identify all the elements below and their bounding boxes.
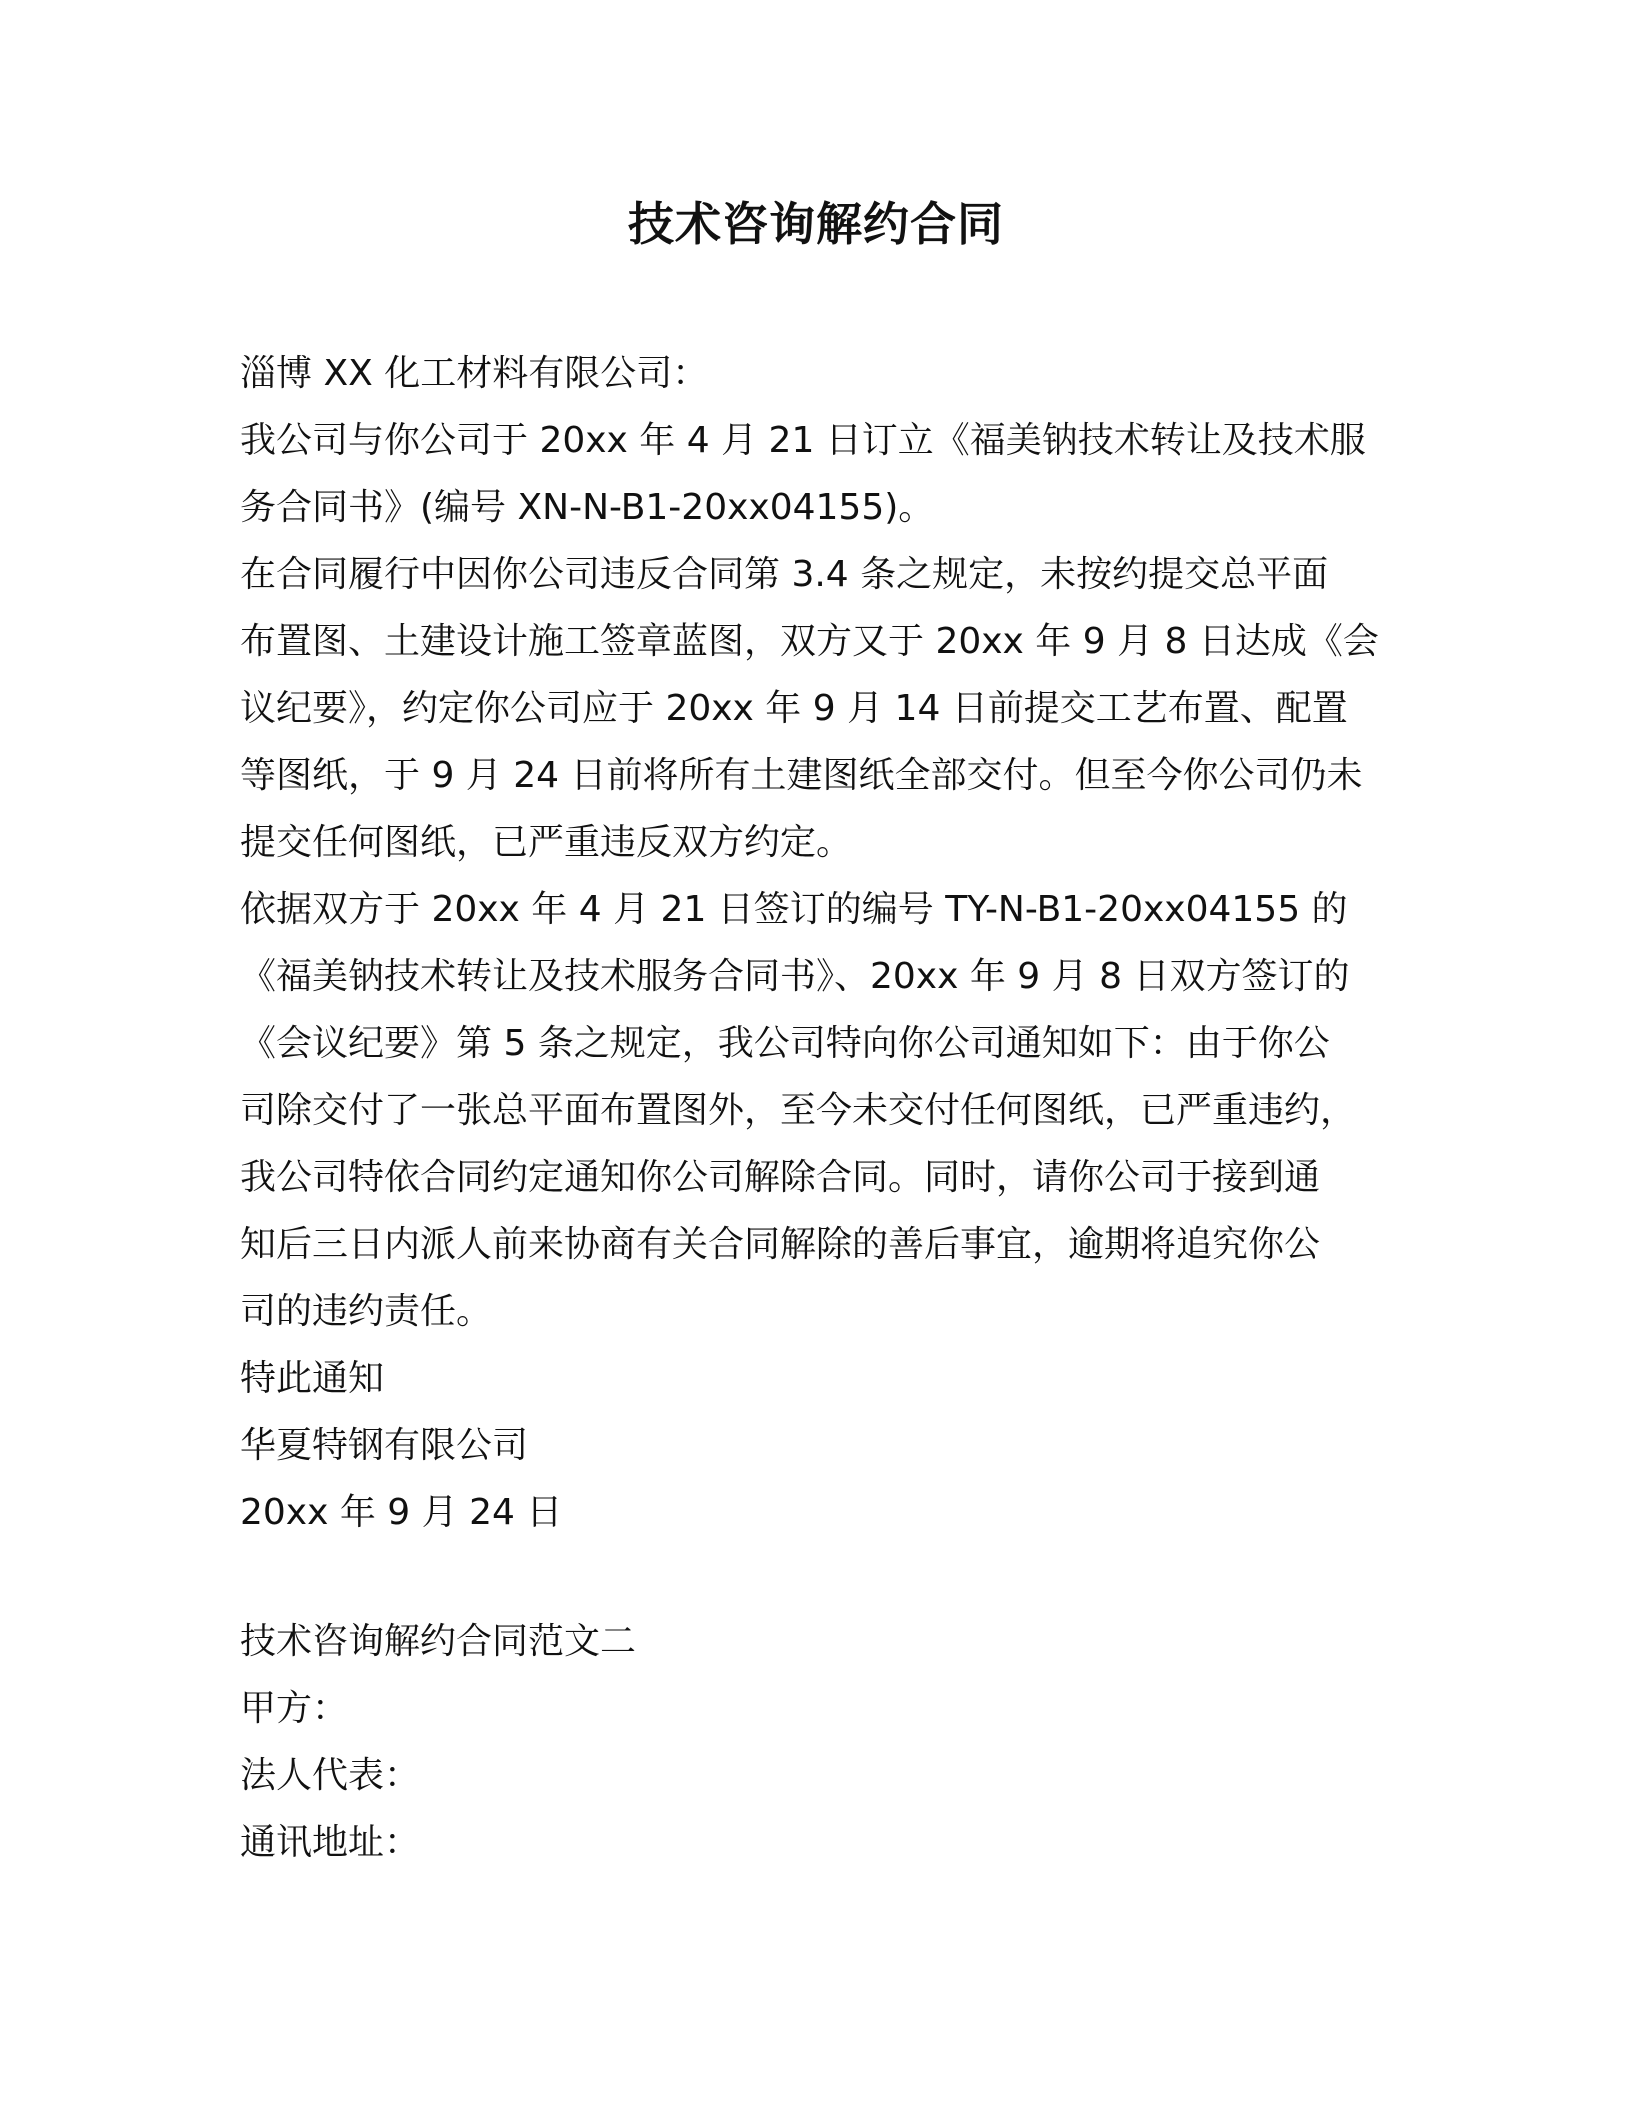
paragraph-line: 《会议纪要》第 5 条之规定，我公司特向你公司通知如下：由于你公 (240, 1023, 1330, 1064)
paragraph-line: 等图纸，于 9 月 24 日前将所有土建图纸全部交付。但至今你公司仍未 (240, 755, 1363, 796)
paragraph-line: 司的违约责任。 (240, 1291, 493, 1332)
party-a-field: 甲方： (240, 1688, 349, 1729)
signatory-company: 华夏特钢有限公司 (240, 1425, 529, 1466)
addressee-line: 淄博 XX 化工材料有限公司： (240, 353, 709, 394)
signature-date: 20xx 年 9 月 24 日 (240, 1492, 563, 1533)
paragraph-line: 依据双方于 20xx 年 4 月 21 日签订的编号 TY-N-B1-20xx04155 的 (240, 889, 1348, 930)
paragraph-line: 司除交付了一张总平面布置图外，至今未交付任何图纸，已严重违约， (240, 1090, 1357, 1131)
paragraph-line: 我公司与你公司于 20xx 年 4 月 21 日订立《福美钠技术转让及技术服 (240, 420, 1366, 461)
paragraph-line: 《福美钠技术转让及技术服务合同书》、20xx 年 9 月 8 日双方签订的 (240, 956, 1350, 997)
paragraph-line: 务合同书》(编号 XN-N-B1-20xx04155)。 (240, 487, 935, 528)
paragraph-line: 在合同履行中因你公司违反合同第 3.4 条之规定，未按约提交总平面 (240, 554, 1329, 595)
paragraph-line: 议纪要》，约定你公司应于 20xx 年 9 月 14 日前提交工艺布置、配置 (240, 688, 1348, 729)
paragraph-line: 知后三日内派人前来协商有关合同解除的善后事宜，逾期将追究你公 (240, 1224, 1321, 1265)
mailing-address-field: 通讯地址： (240, 1822, 421, 1863)
paragraph-line: 布置图、土建设计施工签章蓝图，双方又于 20xx 年 9 月 8 日达成《会 (240, 621, 1379, 662)
document-body (240, 340, 1400, 1546)
section-two (240, 1608, 1400, 1876)
paragraph-line: 我公司特依合同约定通知你公司解除合同。同时，请你公司于接到通 (240, 1157, 1321, 1198)
paragraph-line: 提交任何图纸，已严重违反双方约定。 (240, 822, 853, 863)
closing-line: 特此通知 (240, 1358, 385, 1399)
document-title: 技术咨询解约合同 (628, 197, 1004, 251)
section-two-heading: 技术咨询解约合同范文二 (240, 1621, 637, 1662)
legal-representative-field: 法人代表： (240, 1755, 421, 1796)
